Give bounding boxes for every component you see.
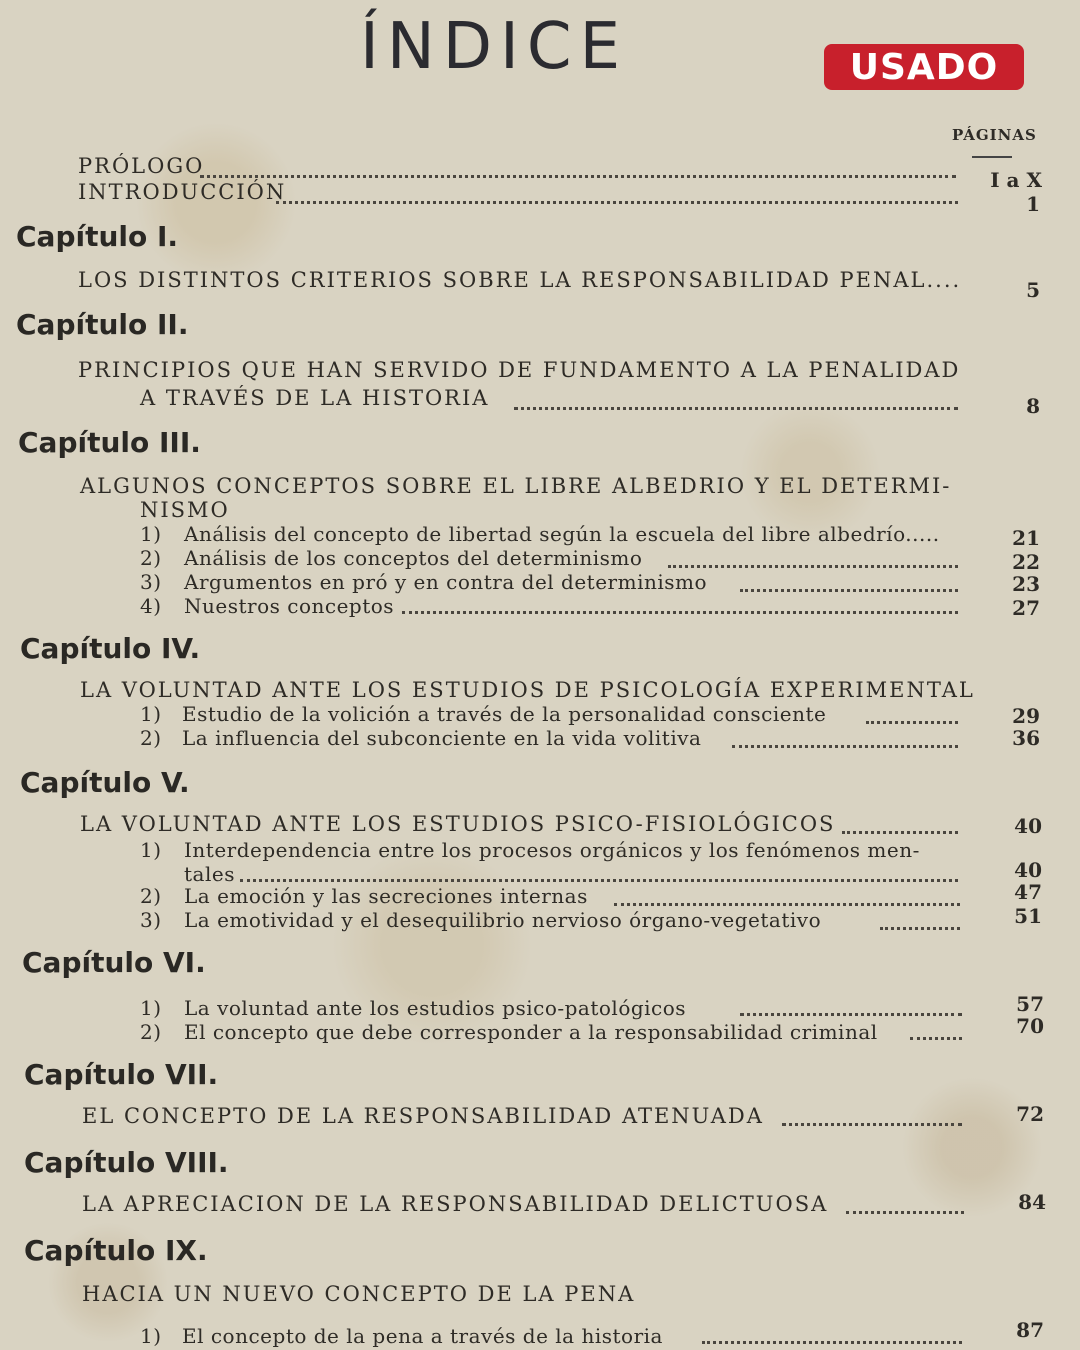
item-number: 1) — [140, 522, 162, 546]
page-number: 1 — [1026, 192, 1040, 216]
leader-dots — [842, 828, 958, 834]
leader-dots — [514, 404, 958, 410]
leader-dots — [846, 1208, 964, 1214]
page-number: 40 — [1014, 858, 1042, 882]
item-text: La voluntad ante los estudios psico-patológicos — [184, 996, 687, 1020]
item-number: 1) — [140, 702, 162, 726]
page-number: 5 — [1026, 278, 1040, 302]
item-number: 1) — [140, 996, 162, 1020]
item-text: La influencia del subconciente en la vida volitiva — [182, 726, 702, 750]
item-number: 2) — [140, 884, 162, 908]
leader-dots — [276, 198, 958, 204]
chapter-heading: Capítulo VII. — [24, 1058, 219, 1091]
item-number: 4) — [140, 594, 162, 618]
chapter-title: NISMO — [140, 498, 230, 522]
item-number: 3) — [140, 908, 162, 932]
leader-dots — [614, 900, 960, 906]
item-text-continued: tales — [184, 862, 235, 886]
chapter-title: LOS DISTINTOS CRITERIOS SOBRE LA RESPONSABILIDAD PENAL.... — [78, 268, 962, 292]
leader-dots — [740, 586, 958, 592]
page-number: 47 — [1014, 880, 1042, 904]
page-number: 21 — [1012, 526, 1040, 550]
page-number: 40 — [1014, 814, 1042, 838]
chapter-heading: Capítulo VIII. — [24, 1146, 229, 1179]
chapter-title: LA VOLUNTAD ANTE LOS ESTUDIOS DE PSICOLOGÍA EXPERIMENTAL — [80, 678, 975, 702]
item-text: El concepto que debe corresponder a la responsabilidad criminal — [184, 1020, 878, 1044]
leader-dots — [200, 172, 956, 178]
leader-dots — [880, 924, 960, 930]
item-text: Nuestros conceptos — [184, 594, 395, 618]
leader-dots — [866, 718, 958, 724]
chapter-heading: Capítulo II. — [16, 308, 189, 341]
chapter-title: HACIA UN NUEVO CONCEPTO DE LA PENA — [82, 1282, 636, 1306]
page-number: 29 — [1012, 704, 1040, 728]
page-number: 70 — [1016, 1014, 1044, 1038]
page-number: 36 — [1012, 726, 1040, 750]
item-text: El concepto de la pena a través de la historia — [182, 1324, 663, 1348]
leader-dots — [782, 1120, 962, 1126]
page-number: 87 — [1016, 1318, 1044, 1342]
item-text: La emoción y las secreciones internas — [184, 884, 588, 908]
leader-dots — [668, 562, 958, 568]
page-number: 27 — [1012, 596, 1040, 620]
item-text: La emotividad y el desequilibrio nervioso órgano-vegetativo — [184, 908, 822, 932]
page-number: 57 — [1016, 992, 1044, 1016]
chapter-title: EL CONCEPTO DE LA RESPONSABILIDAD ATENUADA — [82, 1104, 764, 1128]
item-number: 3) — [140, 570, 162, 594]
chapter-title: LA APRECIACION DE LA RESPONSABILIDAD DELICTUOSA — [82, 1192, 829, 1216]
leader-dots — [702, 1338, 962, 1344]
item-number: 2) — [140, 1020, 162, 1044]
introduccion-label: INTRODUCCIÓN — [78, 180, 287, 204]
page-number: 22 — [1012, 550, 1040, 574]
item-text: Estudio de la volición a través de la personalidad consciente — [182, 702, 827, 726]
item-text: Argumentos en pró y en contra del determinismo — [184, 570, 708, 594]
used-badge: USADO — [824, 44, 1024, 90]
chapter-title: A TRAVÉS DE LA HISTORIA — [140, 386, 490, 410]
item-number: 1) — [140, 838, 162, 862]
leader-dots — [910, 1034, 962, 1040]
chapter-heading: Capítulo III. — [18, 426, 201, 459]
chapter-title: LA VOLUNTAD ANTE LOS ESTUDIOS PSICO-FISIOLÓGICOS — [80, 812, 836, 836]
pages-column-header: PÁGINAS — [952, 126, 1037, 144]
chapter-title: PRINCIPIOS QUE HAN SERVIDO DE FUNDAMENTO A LA PENALIDAD — [78, 358, 961, 382]
chapter-title: ALGUNOS CONCEPTOS SOBRE EL LIBRE ALBEDRIO Y EL DETERMI- — [80, 474, 952, 498]
page-number: 8 — [1026, 394, 1040, 418]
leader-dots — [740, 1010, 962, 1016]
chapter-heading: Capítulo IV. — [20, 632, 201, 665]
item-number: 2) — [140, 546, 162, 570]
item-number: 2) — [140, 726, 162, 750]
page-title: ÍNDICE — [360, 10, 629, 84]
item-text: Análisis de los conceptos del determinismo — [184, 546, 643, 570]
item-text: Análisis del concepto de libertad según la escuela del libre albedrío..... — [184, 522, 940, 546]
chapter-heading: Capítulo V. — [20, 766, 190, 799]
page-number: 72 — [1016, 1102, 1044, 1126]
prologo-label: PRÓLOGO — [78, 154, 205, 178]
leader-dots — [240, 876, 958, 882]
chapter-heading: Capítulo IX. — [24, 1234, 208, 1267]
chapter-heading: Capítulo I. — [16, 220, 179, 253]
leader-dots — [402, 608, 958, 614]
page-number: 84 — [1018, 1190, 1046, 1214]
item-number: 1) — [140, 1324, 162, 1348]
header-rule — [972, 156, 1012, 158]
leader-dots — [732, 742, 958, 748]
page-number: I a X — [990, 168, 1042, 192]
page-number: 51 — [1014, 904, 1042, 928]
item-text: Interdependencia entre los procesos orgánicos y los fenómenos men- — [184, 838, 920, 862]
page-number: 23 — [1012, 572, 1040, 596]
chapter-heading: Capítulo VI. — [22, 946, 206, 979]
